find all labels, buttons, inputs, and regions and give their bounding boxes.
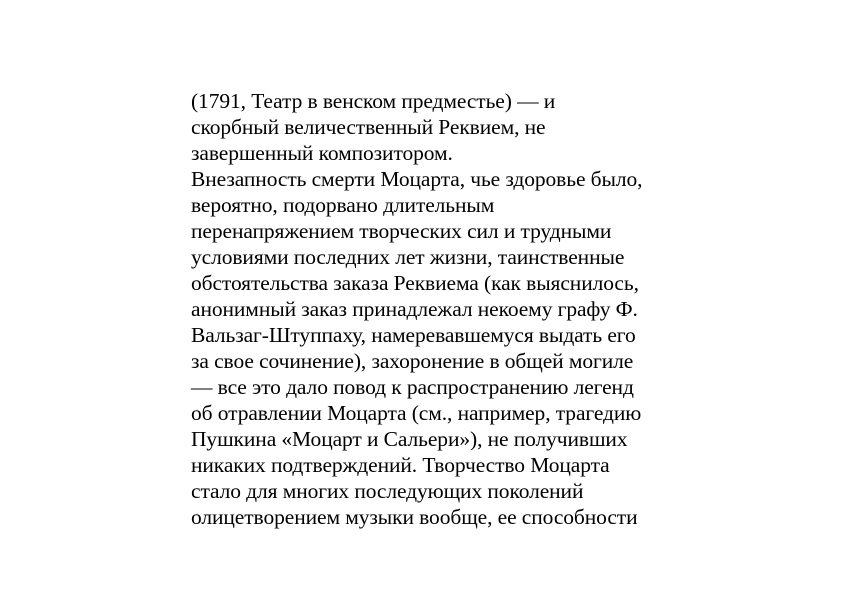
text-line-5: вероятно, подорвано длительным [191,193,495,217]
text-line-7: условиями последних лет жизни, таинственные [191,245,625,269]
text-line-12: — все это дало повод к распространению легенд [191,375,634,399]
text-line-11: за свое сочинение), захоронение в общей могиле [191,349,634,373]
text-line-9: анонимный заказ принадлежал некоему графу Ф. [191,297,638,321]
body-text [191,88,661,530]
text-line-8: обстоятельства заказа Реквиема (как выяснилось, [191,271,639,295]
text-line-10: Вальзаг-Штуппаху, намеревавшемуся выдать его [191,323,636,347]
text-line-13: об отравлении Моцарта (см., например, трагедию [191,401,642,425]
text-line-6: перенапряжением творческих сил и трудными [191,219,612,243]
text-line-17: олицетворением музыки вообще, ее способности [191,505,638,529]
text-line-15: никаких подтверждений. Творчество Моцарта [191,453,610,477]
text-line-1: (1791, Театр в венском предместье) — и [191,89,556,113]
text-line-4: Внезапность смерти Моцарта, чье здоровье было, [191,167,643,191]
text-line-16: стало для многих последующих поколений [191,479,584,503]
text-line-3: завершенный композитором. [191,141,453,165]
text-line-2: скорбный величественный Реквием, не [191,115,546,139]
text-line-14: Пушкина «Моцарт и Сальери»), не получивших [191,427,628,451]
